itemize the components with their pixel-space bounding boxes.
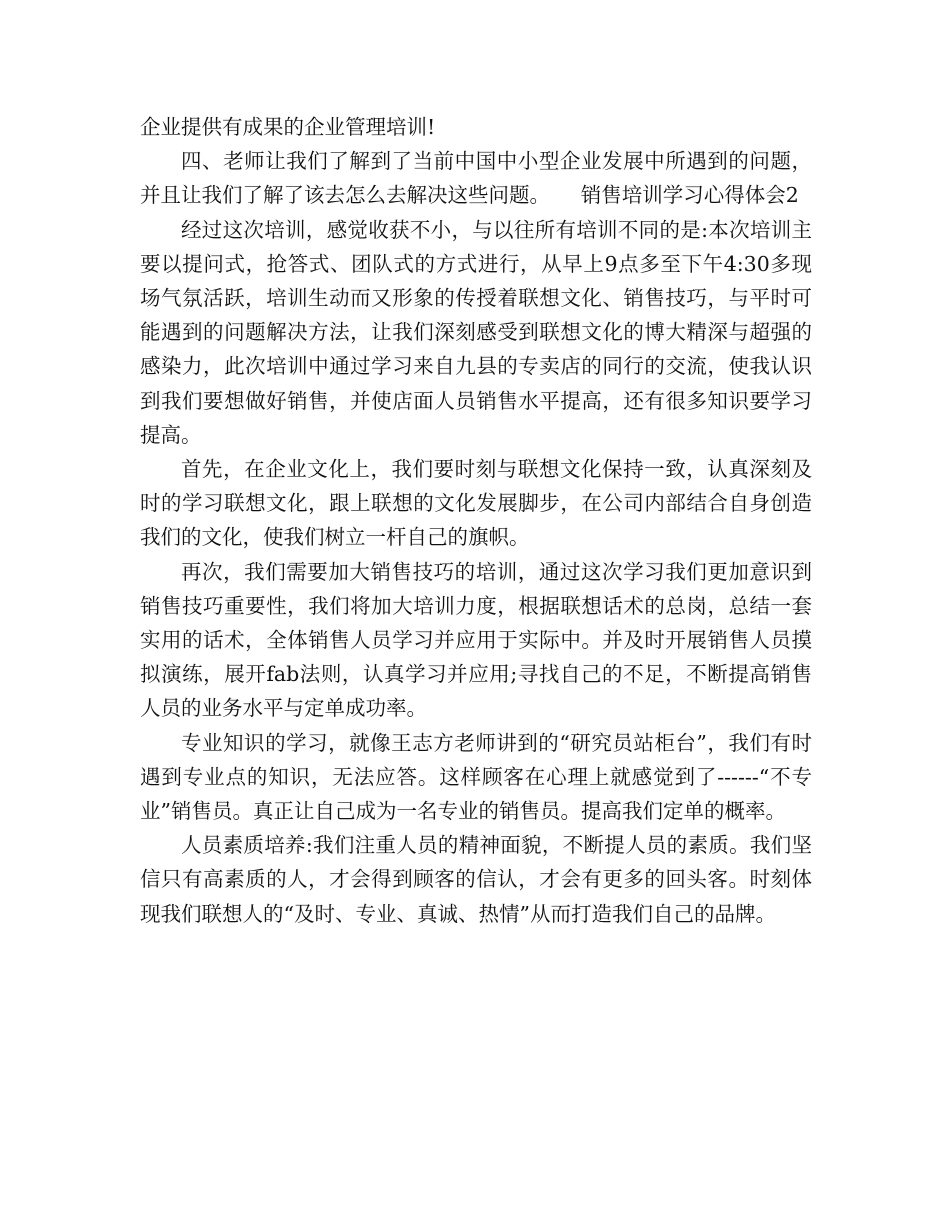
paragraph-professional-knowledge: 专业知识的学习，就像王志方老师讲到的“研究员站柜台”，我们有时遇到专业点的知识，无法应答。这样顾客在心理上就感觉到了------“不专业”销售员。真正让自己成为一名专业的销售员。提高我们定单的概率。 [140,730,812,824]
paragraph-staff-quality: 人员素质培养:我们注重人员的精神面貌，不断提人员的素质。我们坚信只有高素质的人，才会得到顾客的信认，才会有更多的回头客。时刻体现我们联想人的“及时、专业、真诚、热情”从而打造我们自己的品牌。 [140,833,812,926]
paragraph-corporate-culture: 首先，在企业文化上，我们要时刻与联想文化保持一致，认真深刻及时的学习联想文化，跟上联想的文化发展脚步，在公司内部结合自身创造我们的文化，使我们树立一杆自己的旗帜。 [140,457,812,550]
document-body [140,110,812,931]
paragraph-training-experience: 经过这次培训，感觉收获不小，与以往所有培训不同的是:本次培训主要以提问式，抢答式、团队式的方式进行，从早上9点多至下午4:30多现场气氛活跃，培训生动而又形象的传授着联想文化、销售技巧，与平时可能遇到的问题解决方法，让我们深刻感受到联想文化的博大精深与超强的感染力，此次培训中通过学习来自九县的专卖店的同行的交流，使我认识到我们要想做好销售，并使店面人员销售水平提高，还有很多知识要学习提高。 [140,217,812,447]
paragraph-sales-skills: 再次，我们需要加大销售技巧的培训，通过这次学习我们更加意识到销售技巧重要性，我们将加大培训力度，根据联想话术的总岗，总结一套实用的话术，全体销售人员学习并应用于实际中。并及时开展销售人员摸拟演练，展开fab法则，认真学习并应用;寻找自己的不足，不断提高销售人员的业务水平与定单成功率。 [140,559,812,721]
paragraph-teacher-problems: 四、老师让我们了解到了当前中国中小型企业发展中所遇到的问题，并且让我们了解了该去怎么去解决这些问题。 销售培训学习心得体会2 [140,149,812,208]
paragraph-continuation: 企业提供有成果的企业管理培训! [140,115,436,139]
